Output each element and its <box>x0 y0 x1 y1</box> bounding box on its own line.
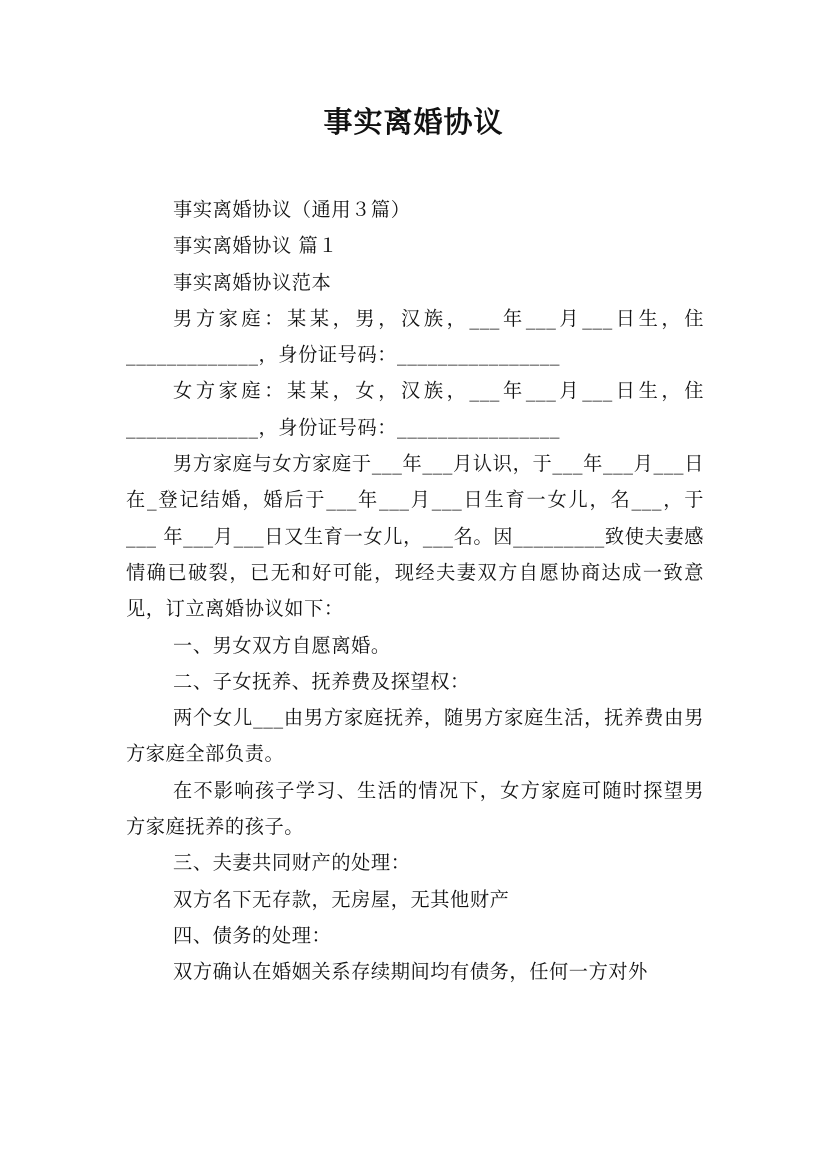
paragraph-background: 男方家庭与女方家庭于___年___月认识，于___年___月___日在_登记结婚，婚后于___年___月___日生育一女儿，名___，于___ 年___月___日又生育一女儿，___名。因_________致使夫妻感情确已破裂，已无和好可能，现经夫妻双方自愿协商达成一致意见，订立离婚协议如下： <box>126 452 704 621</box>
paragraph-male-party: 男方家庭：某某，男，汉族，___年___月___日生，住_____________，身份证号码：________________ <box>126 306 704 367</box>
paragraph-template-label: 事实离婚协议范本 <box>173 270 332 294</box>
paragraph-visitation: 在不影响孩子学习、生活的情况下，女方家庭可随时探望男方家庭抚养的孩子。 <box>126 778 704 839</box>
document-body <box>126 192 704 991</box>
paragraph-custody: 两个女儿___由男方家庭抚养，随男方家庭生活，抚养费由男方家庭全部负责。 <box>126 706 704 766</box>
paragraph-clause-4: 四、债务的处理： <box>173 923 332 947</box>
paragraph-heading: 事实离婚协议（通用３篇） <box>173 198 411 221</box>
paragraph-clause-1: 一、男女双方自愿离婚。 <box>173 633 391 657</box>
paragraph-section-label: 事实离婚协议 篇１ <box>173 234 339 258</box>
paragraph-female-party: 女方家庭：某某，女，汉族，___年___月___日生，住_____________，身份证号码：________________ <box>126 379 704 439</box>
paragraph-debts: 双方确认在婚姻关系存续期间均有债务，任何一方对外 <box>173 960 648 984</box>
paragraph-clause-3: 三、夫妻共同财产的处理： <box>173 851 411 875</box>
paragraph-clause-2: 二、子女抚养、抚养费及探望权： <box>173 669 470 693</box>
document-title: 事实离婚协议 <box>323 105 504 139</box>
paragraph-property: 双方名下无存款，无房屋，无其他财产 <box>173 887 510 911</box>
